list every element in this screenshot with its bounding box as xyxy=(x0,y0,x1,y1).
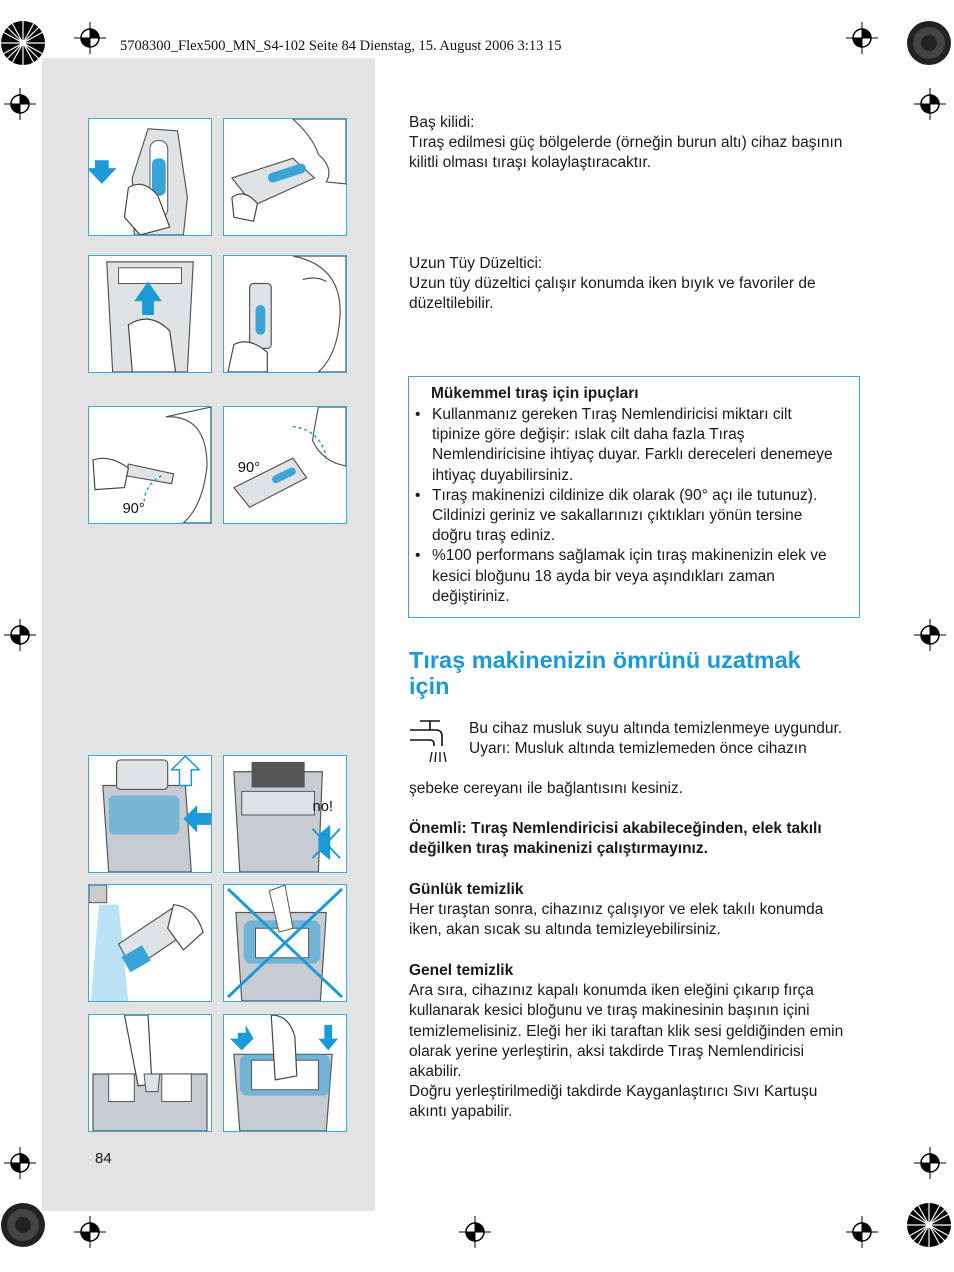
registration-mark-icon xyxy=(459,1216,491,1248)
angle-90-chin-illustration xyxy=(223,406,347,524)
no-brush-on-foil-illustration xyxy=(223,884,347,1002)
bullet-icon: • xyxy=(415,406,421,423)
foil-removed-warning-illustration xyxy=(223,755,347,873)
trimmer-extend-illustration xyxy=(88,255,212,373)
trimmer-body: Uzun tüy düzeltici çalışır konumda iken bıyık ve favoriler de düzeltilebilir. xyxy=(409,275,816,313)
angle-label: 90° xyxy=(237,459,261,476)
registration-mark-icon xyxy=(4,88,36,120)
general-cleaning-body-2: Doğru yerleştirilmediği takdirde Kayganlaştırıcı Sıvı Kartuşu akıntı yapabilir. xyxy=(409,1083,818,1121)
print-rosette-icon xyxy=(0,20,46,66)
registration-mark-icon xyxy=(4,1147,36,1179)
tap-rinse-illustration xyxy=(88,884,212,1002)
tips-title: Mükemmel tıraş için ipuçları xyxy=(431,385,639,402)
foil-insert-illustration xyxy=(223,1014,347,1132)
bullet-icon: • xyxy=(415,486,421,504)
trimmer-sideburn-illustration xyxy=(223,255,347,373)
registration-mark-icon xyxy=(846,22,878,54)
no-label: no! xyxy=(312,799,334,816)
water-tap-icon xyxy=(408,718,458,768)
warning-text-rest: şebeke cereyanı ile bağlantısını kesiniz. xyxy=(409,780,683,797)
registration-mark-icon xyxy=(914,619,946,651)
head-lock-section xyxy=(409,113,859,174)
head-lock-title: Baş kilidi: xyxy=(409,114,475,131)
angle-label: 90° xyxy=(122,501,145,518)
head-lock-use-illustration xyxy=(223,118,347,236)
registration-mark-icon xyxy=(4,619,36,651)
important-note: Önemli: Tıraş Nemlendiricisi akabileceğinden, elek takılı değilken tıraş makinenizi çalıştırmayınız. xyxy=(409,820,822,858)
list-item xyxy=(415,546,835,607)
tip-text: Tıraş makinenizi cildinize dik olarak (90° açı ile tutunuz). Cildinizi geriniz ve sakallarınızı çıktıkları yönün tersine doğru tıraş ediniz. xyxy=(432,486,818,545)
print-rosette-icon xyxy=(906,20,952,66)
list-item xyxy=(415,405,835,486)
foil-removal-illustration xyxy=(88,755,212,873)
head-lock-body: Tıraş edilmesi güç bölgelerde (örneğin burun altı) cihaz başının kilitli olması tıraşı kolaylaştıracaktır. xyxy=(409,134,843,172)
tips-box xyxy=(408,376,860,618)
care-intro-indented xyxy=(469,719,861,759)
tip-text: Kullanmanız gereken Tıraş Nemlendiricisi miktarı cilt tipinize göre değişir: ıslak cilt daha fazla Tıraş Nemlendiricisine ihtiyaç duyar. Farklı dereceleri denemeye ihtiyaç duyabilirsiniz. xyxy=(432,406,833,484)
general-cleaning-body: Ara sıra, cihazınız kapalı konumda iken eleğini çıkarıp fırça kullanarak kesici bloğunu ve tıraş makinesinin başının içini temizlemelisiniz. Eleği her iki taraftan klik sesi geldiğinden emin olarak yerine yerleştirin, aksi takdirde Tıraş Nemlendiricisi akabilir. xyxy=(409,982,844,1081)
daily-cleaning-title: Günlük temizlik xyxy=(409,881,524,898)
head-lock-illustration xyxy=(88,118,212,236)
daily-cleaning-body: Her tıraştan sonra, cihazınız çalışıyor ve elek takılı konumda iken, akan sıcak su altında temizleyebilirsiniz. xyxy=(409,901,824,939)
registration-mark-icon xyxy=(914,1147,946,1179)
print-rosette-icon xyxy=(906,1202,952,1248)
bullet-icon: • xyxy=(415,547,421,565)
tap-suitable-text: Bu cihaz musluk suyu altında temizlenmeye uygundur. xyxy=(469,720,843,737)
registration-mark-icon xyxy=(74,22,106,54)
general-cleaning-section xyxy=(409,961,859,1123)
trimmer-title: Uzun Tüy Düzeltici: xyxy=(409,255,543,272)
registration-mark-icon xyxy=(846,1216,878,1248)
tip-text: %100 performans sağlamak için tıraş makinenizin elek ve kesici bloğunu 18 ayda bir veya aşındıkları zaman değiştiriniz. xyxy=(432,547,827,605)
daily-cleaning-section xyxy=(409,880,859,941)
print-header: 5708300_Flex500_MN_S4-102 Seite 84 Dienstag, 15. August 2006 3:13 15 xyxy=(120,38,562,54)
angle-90-side-illustration xyxy=(88,406,212,524)
list-item xyxy=(415,486,835,547)
print-rosette-icon xyxy=(0,1202,46,1248)
registration-mark-icon xyxy=(74,1216,106,1248)
warning-text-first: Uyarı: Musluk altında temizlemeden önce cihazın xyxy=(469,740,807,758)
section-title: Tıraş makinenizin ömrünü uzatmak için xyxy=(409,647,801,699)
page-number: 84 xyxy=(95,1150,112,1167)
trimmer-section xyxy=(409,254,859,315)
tips-list xyxy=(415,405,835,607)
general-cleaning-title: Genel temizlik xyxy=(409,962,514,979)
brush-cutter-illustration xyxy=(88,1014,212,1132)
registration-mark-icon xyxy=(914,88,946,120)
